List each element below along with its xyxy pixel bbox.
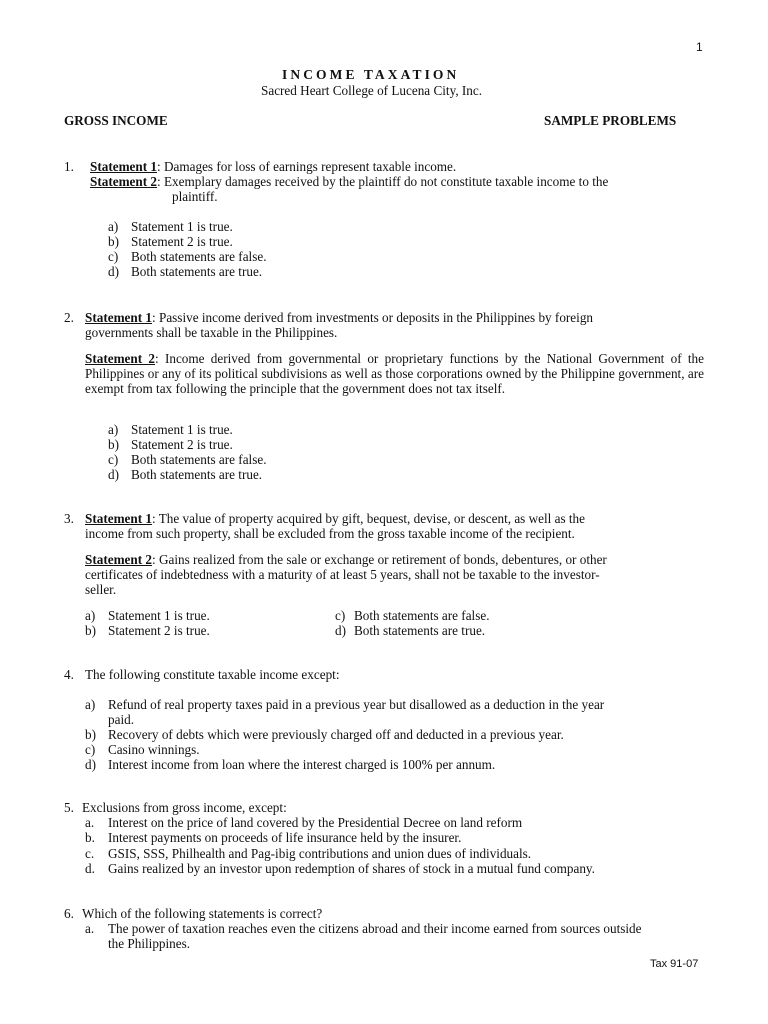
option-letter: a.: [85, 815, 95, 830]
statement-text: : The value of property acquired by gift, bequest, devise, or descent, as well as the: [152, 511, 586, 526]
option-letter: d): [108, 264, 119, 279]
option-letter: a): [85, 697, 96, 712]
option-text: Statement 1 is true.: [131, 219, 233, 234]
statement-2: [85, 351, 704, 396]
statement-text-continued: plaintiff.: [172, 189, 218, 204]
statement-label: Statement 1: [85, 310, 153, 325]
page-number: 1: [696, 40, 703, 54]
section-heading-right: SAMPLE PROBLEMS: [544, 113, 677, 128]
option-letter: d): [85, 757, 96, 772]
option-text: Casino winnings.: [108, 742, 200, 757]
option-text: Refund of real property taxes paid in a previous year but disallowed as a deduction in the year: [108, 697, 605, 712]
statement-1: [85, 310, 593, 325]
statement-1: [85, 511, 585, 526]
page-footer: Tax 91-07: [650, 958, 699, 970]
option-letter: b.: [85, 830, 95, 845]
option-letter: a): [108, 219, 119, 234]
option-text: Statement 2 is true.: [131, 234, 233, 249]
question-number: 2.: [64, 310, 74, 325]
option-letter: b): [108, 234, 119, 249]
option-letter: c): [335, 608, 346, 623]
statement-label: Statement 2: [85, 552, 153, 567]
option-text: Both statements are true.: [131, 264, 263, 279]
option-letter: c): [108, 452, 119, 467]
option-letter: a.: [85, 921, 95, 936]
statement-2: [85, 552, 607, 567]
option-letter: b): [85, 727, 96, 742]
option-letter: d): [335, 623, 346, 638]
option-text: Gains realized by an investor upon redemption of shares of stock in a mutual fund company.: [108, 861, 595, 876]
option-text-continued: paid.: [108, 712, 135, 727]
option-text: Interest payments on proceeds of life insurance held by the insurer.: [108, 830, 462, 845]
question-number: 4.: [64, 667, 74, 682]
option-letter: d): [108, 467, 119, 482]
option-text-continued: the Philippines.: [108, 936, 191, 951]
question-text: Exclusions from gross income, except:: [82, 800, 287, 815]
statement-label: Statement 1: [90, 159, 158, 174]
statement-text: : Damages for loss of earnings represent taxable income.: [157, 159, 457, 174]
statement-label: Statement 1: [85, 511, 153, 526]
option-text: GSIS, SSS, Philhealth and Pag-ibig contributions and union dues of individuals.: [108, 846, 532, 861]
statement-label: Statement 2: [90, 174, 158, 189]
option-text: Interest on the price of land covered by the Presidential Decree on land reform: [108, 815, 523, 830]
statement-text: : Income derived from governmental or proprietary functions by the National Government of the Philippines or any of its political subdivisions as well as those corporations owned by the Philippine government, are exempt from tax following the principle that the government does not tax itself.: [85, 351, 704, 396]
statement-text: : Gains realized from the sale or exchange or retirement of bonds, debentures, or other: [152, 552, 607, 567]
statement-2: [90, 174, 608, 189]
option-letter: c): [108, 249, 119, 264]
option-text: Both statements are false.: [131, 452, 267, 467]
option-letter: c): [85, 742, 96, 757]
option-letter: a): [85, 608, 96, 623]
statement-text-continued: certificates of indebtedness with a maturity of at least 5 years, shall not be taxable to the investor-: [85, 567, 600, 582]
question-number: 6.: [64, 906, 74, 921]
question-number: 1.: [64, 159, 74, 174]
document-subtitle: Sacred Heart College of Lucena City, Inc.: [261, 83, 483, 98]
option-text: Both statements are true.: [131, 467, 263, 482]
statement-text: : Passive income derived from investments or deposits in the Philippines by foreign: [152, 310, 594, 325]
option-text: Both statements are true.: [354, 623, 486, 638]
statement-text-continued: income from such property, shall be excluded from the gross taxable income of the recipient.: [85, 526, 575, 541]
statement-text: : Exemplary damages received by the plaintiff do not constitute taxable income to the: [157, 174, 609, 189]
statement-text-continued: governments shall be taxable in the Philippines.: [85, 325, 338, 340]
option-letter: b): [85, 623, 96, 638]
option-text: Both statements are false.: [131, 249, 267, 264]
option-text: The power of taxation reaches even the citizens abroad and their income earned from sources outside: [108, 921, 642, 936]
option-text: Interest income from loan where the interest charged is 100% per annum.: [108, 757, 496, 772]
option-letter: d.: [85, 861, 95, 876]
option-text: Recovery of debts which were previously charged off and deducted in a previous year.: [108, 727, 564, 742]
option-text: Statement 1 is true.: [108, 608, 210, 623]
document-title: INCOME TAXATION: [282, 67, 460, 82]
question-text: Which of the following statements is correct?: [82, 906, 323, 921]
statement-label: Statement 2: [85, 351, 156, 366]
statement-1: [90, 159, 456, 174]
option-text: Statement 2 is true.: [131, 437, 233, 452]
option-text: Statement 1 is true.: [131, 422, 233, 437]
section-heading-left: GROSS INCOME: [64, 113, 168, 128]
option-text: Both statements are false.: [354, 608, 490, 623]
option-letter: b): [108, 437, 119, 452]
option-letter: a): [108, 422, 119, 437]
statement-text-continued: seller.: [85, 582, 117, 597]
question-number: 5.: [64, 800, 74, 815]
option-text: Statement 2 is true.: [108, 623, 210, 638]
option-letter: c.: [85, 846, 95, 861]
question-number: 3.: [64, 511, 74, 526]
question-text: The following constitute taxable income except:: [85, 667, 340, 682]
